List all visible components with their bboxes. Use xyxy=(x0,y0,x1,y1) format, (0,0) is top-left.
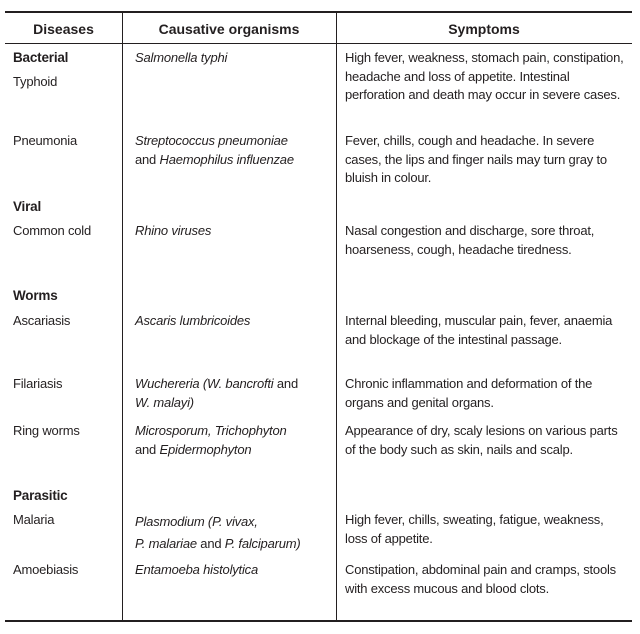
organism-filariasis-conjunction: and xyxy=(273,376,298,391)
disease-pneumonia: Pneumonia xyxy=(13,133,77,148)
disease-table xyxy=(5,11,632,621)
organism-malaria xyxy=(135,511,333,555)
organism-ring-worms xyxy=(135,422,333,459)
organism-amoebiasis: Entamoeba histolytica xyxy=(135,562,258,577)
symptoms-amoebiasis: Constipation, abdominal pain and cramps, stools with excess mucous and blood clots. xyxy=(345,562,616,596)
organism-malaria-conjunction: and xyxy=(196,536,225,551)
symptoms-filariasis: Chronic inflammation and deformation of the organs and genital organs. xyxy=(345,376,593,410)
disease-typhoid: Typhoid xyxy=(13,74,58,89)
category-bacterial: Bacterial xyxy=(13,50,69,65)
disease-filariasis: Filariasis xyxy=(13,376,63,391)
symptoms-ascariasis: Internal bleeding, muscular pain, fever, anaemia and blockage of the intestinal passage. xyxy=(345,313,613,347)
category-viral: Viral xyxy=(13,199,42,214)
disease-amoebiasis: Amoebiasis xyxy=(13,562,79,577)
header-organisms: Causative organisms xyxy=(158,21,300,37)
organism-ascariasis: Ascaris lumbricoides xyxy=(135,313,251,328)
organism-ring-worms-part-b: Epidermophyton xyxy=(159,441,252,457)
organism-filariasis-part-a: Wuchereria (W. bancrofti xyxy=(135,376,274,391)
organism-malaria-part-b: P. malariae xyxy=(135,536,197,551)
organism-filariasis-part-b: W. malayi) xyxy=(135,394,194,410)
disease-malaria: Malaria xyxy=(13,512,55,527)
organism-ring-worms-conjunction: and xyxy=(135,441,160,457)
header-diseases: Diseases xyxy=(33,21,94,37)
organism-malaria-part-c: P. falciparum) xyxy=(224,536,301,551)
disease-ascariasis: Ascariasis xyxy=(13,313,71,328)
category-parasitic: Parasitic xyxy=(13,488,68,503)
organism-filariasis xyxy=(135,375,333,412)
organism-malaria-part-a: Plasmodium (P. vivax, xyxy=(135,514,258,529)
organism-pneumonia-part-a: Streptococcus pneumoniae xyxy=(135,133,288,148)
organism-ring-worms-part-a: Microsporum, Trichophyton xyxy=(135,423,287,438)
organism-pneumonia-conjunction: and xyxy=(135,151,160,167)
organism-pneumonia xyxy=(135,132,333,169)
header-rule xyxy=(5,43,632,44)
symptoms-common-cold: Nasal congestion and discharge, sore throat, hoarseness, cough, headache tiredness. xyxy=(345,223,595,257)
column-divider-2 xyxy=(336,11,337,621)
symptoms-typhoid: High fever, weakness, stomach pain, constipation, headache and loss of appetite. Intestinal perforation and death may occur in severe cases. xyxy=(345,50,624,102)
symptoms-pneumonia: Fever, chills, cough and headache. In severe cases, the lips and finger nails may turn gray to bluish in colour. xyxy=(345,133,607,185)
organism-pneumonia-part-b: Haemophilus influenzae xyxy=(159,151,294,167)
category-worms: Worms xyxy=(13,288,58,303)
table-bottom-rule xyxy=(5,620,632,622)
symptoms-ring-worms: Appearance of dry, scaly lesions on various parts of the body such as skin, nails and scalp. xyxy=(345,423,618,457)
table-top-rule xyxy=(5,11,632,13)
organism-common-cold: Rhino viruses xyxy=(135,223,212,238)
disease-ring-worms: Ring worms xyxy=(13,423,80,438)
header-symptoms: Symptoms xyxy=(448,21,520,37)
column-divider-1 xyxy=(122,11,123,621)
disease-common-cold: Common cold xyxy=(13,223,91,238)
symptoms-malaria: High fever, chills, sweating, fatigue, weakness, loss of appetite. xyxy=(345,512,604,546)
organism-typhoid: Salmonella typhi xyxy=(135,50,228,65)
